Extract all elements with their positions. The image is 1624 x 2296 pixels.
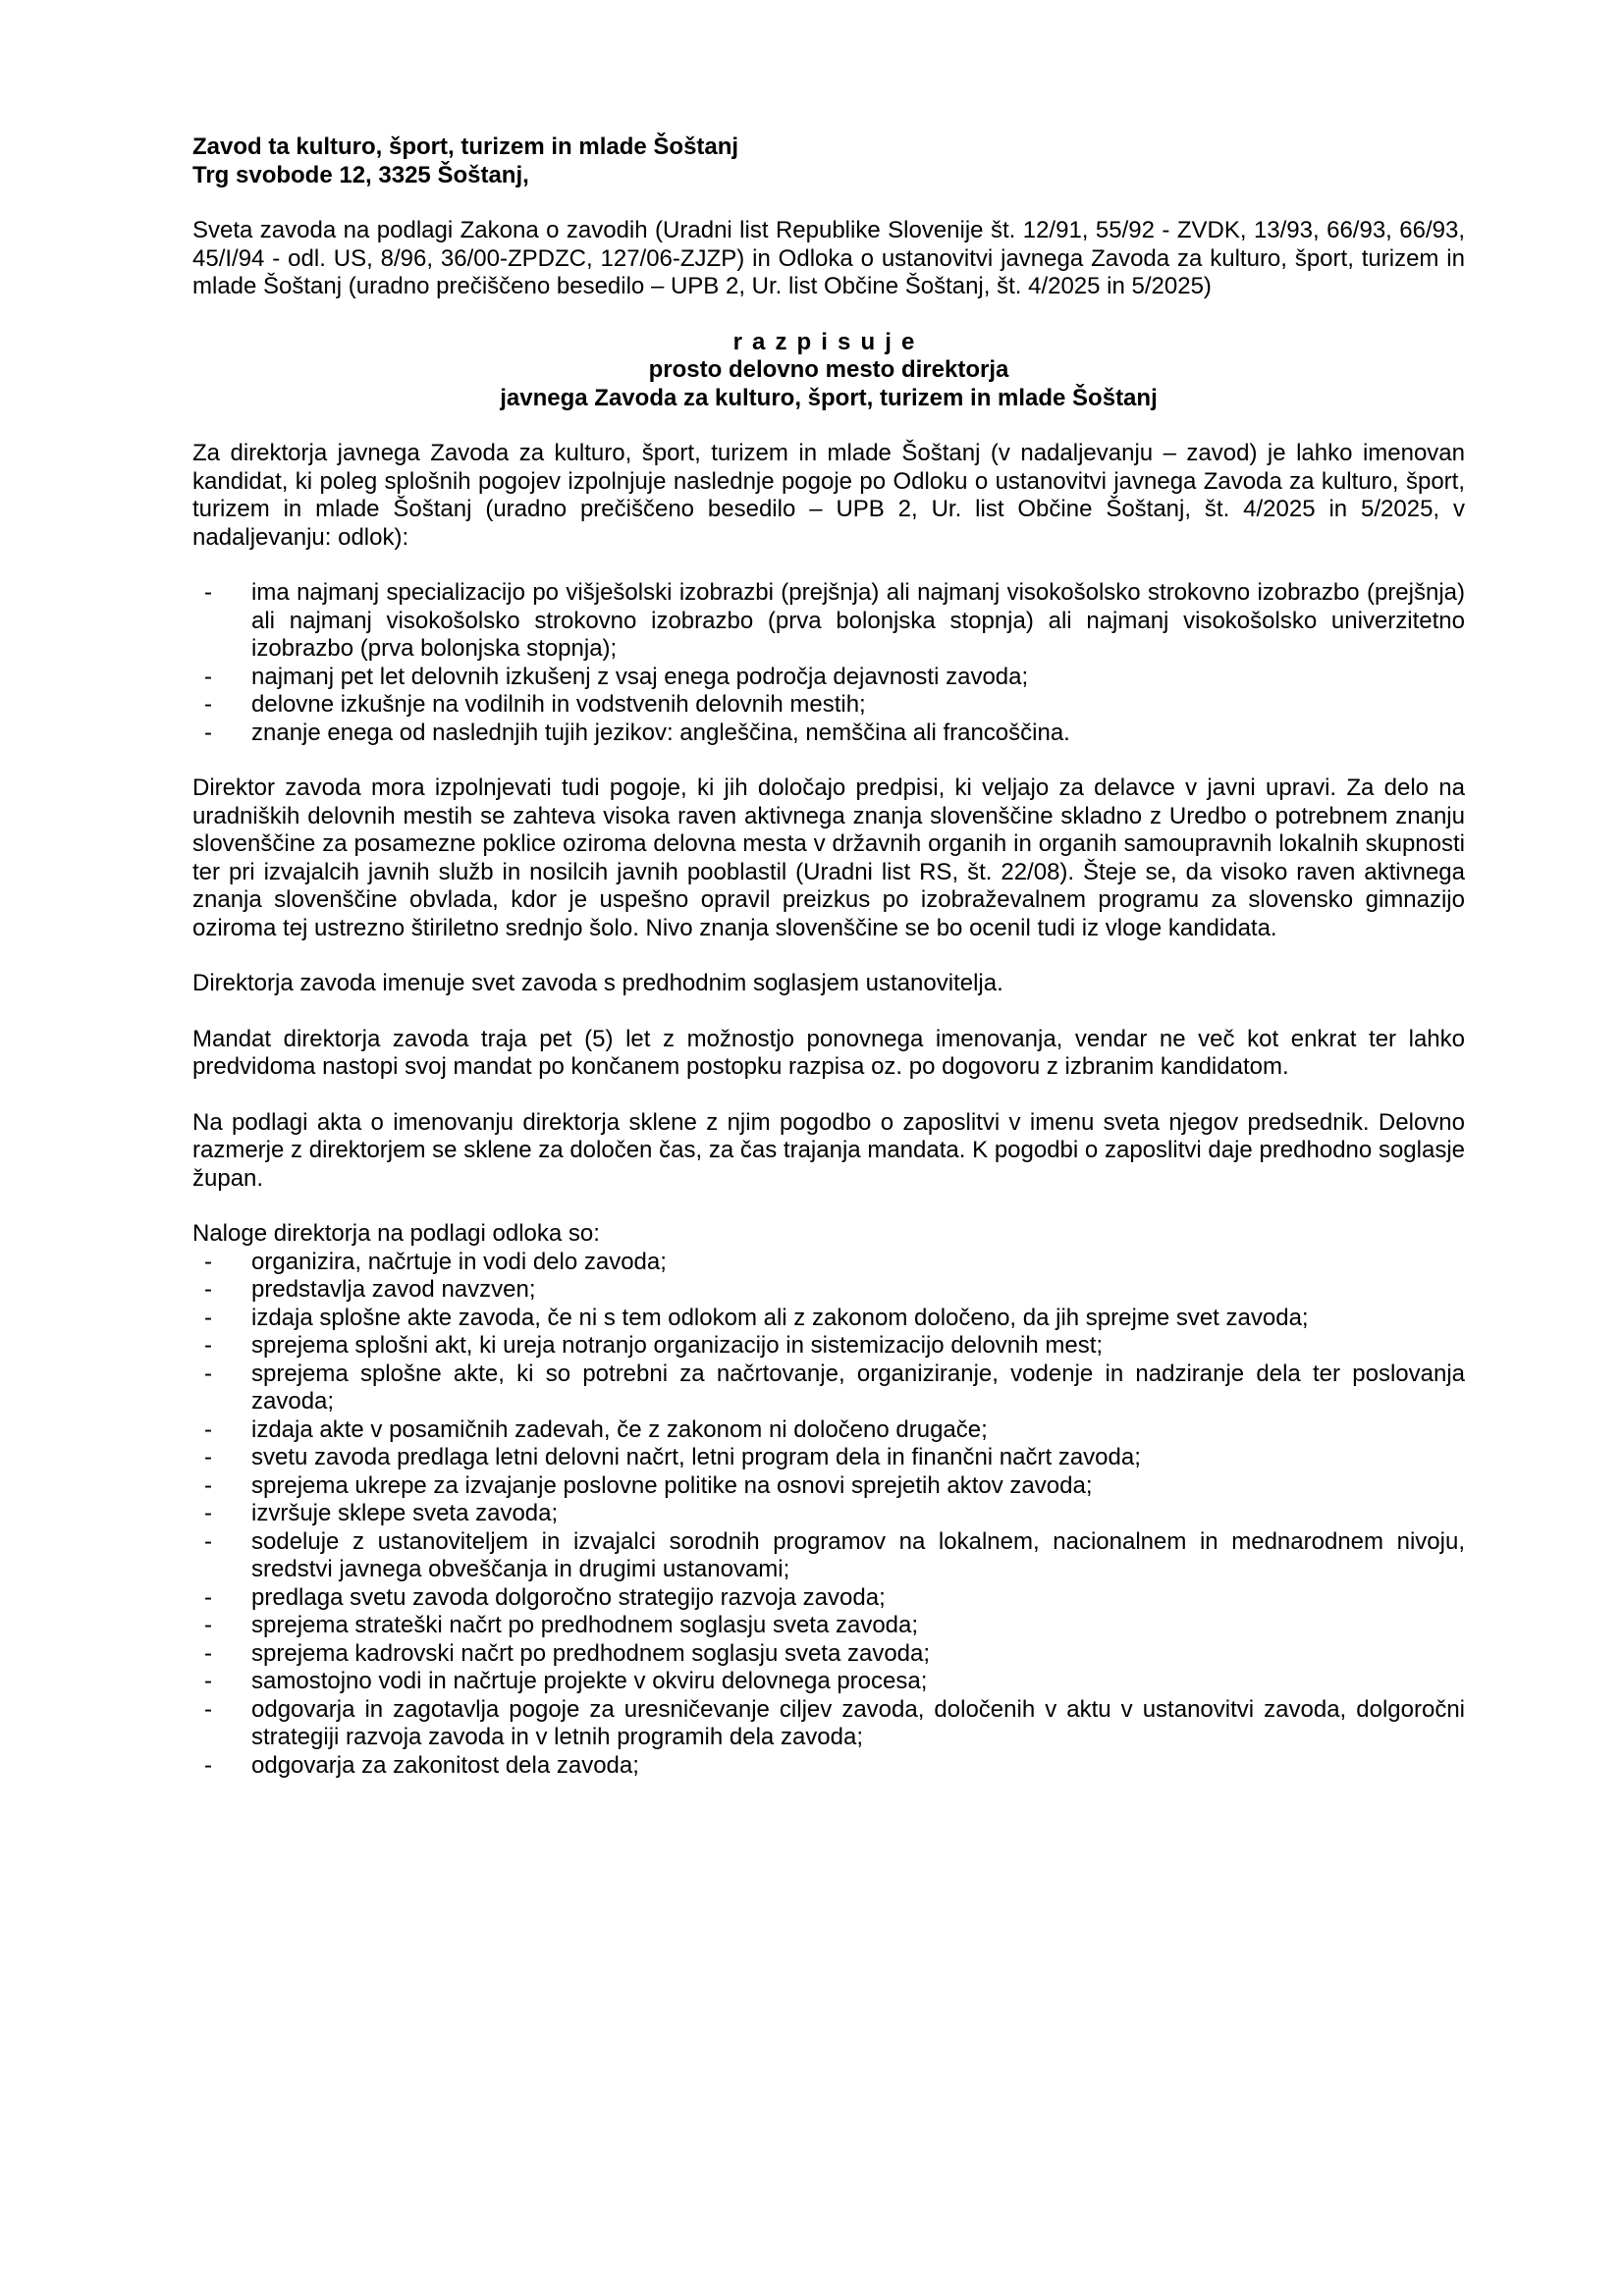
intro-paragraph: Sveta zavoda na podlagi Zakona o zavodih (Uradni list Republike Slovenije št. 12/91, 55/92 - ZVDK, 13/93, 66/93, 66/93, 45/I/94 - odl. US, 8/96, 36/00-ZPDZC, 127/06-ZJZP) in Odloka o ustanovitvi javnega Zavoda za kulturo, šport, turizem in mlade Šoštanj (uradno prečiščeno besedilo – UPB 2, Ur. list Občine Šoštanj, št. 4/2025 in 5/2025) [192, 217, 1465, 299]
mandate-paragraph: Mandat direktorja zavoda traja pet (5) let z možnostjo ponovnega imenovanja, vendar ne več kot enkrat ter lahko predvidoma nastopi svoj mandat po končanem postopku razpisa oz. po dogovoru z izbranim kandidatom. [192, 1025, 1465, 1080]
list-item: - sodeluje z ustanoviteljem in izvajalci sorodnih programov na lokalnem, nacionalnem in mednarodnem nivoju, sredstvi javnega obveščanja in drugimi ustanovami; [204, 1527, 1465, 1582]
list-item: - sprejema kadrovski načrt po predhodnem soglasju sveta zavoda; [204, 1639, 931, 1667]
list-item: - sprejema splošne akte, ki so potrebni za načrtovanje, organiziranje, vodenje in nadziranje dela ter poslovanja zavoda; [204, 1360, 1465, 1415]
list-item: - sprejema strateški načrt po predhodnem soglasju sveta zavoda; [204, 1612, 919, 1638]
conditions-intro: Za direktorja javnega Zavoda za kulturo, šport, turizem in mlade Šoštanj (v nadaljevanju – zavod) je lahko imenovan kandidat, ki poleg splošnih pogojev izpolnjuje naslednje pogoje po Odloku o ustanovitvi javnega Zavoda za kulturo, šport, turizem in mlade Šoštanj (uradno prečiščeno besedilo – UPB 2, Ur. list Občine Šoštanj, št. 4/2025 in 5/2025, v nadaljevanju: odlok): [192, 440, 1465, 551]
announcement-subtitle: javnega Zavoda za kulturo, šport, turizem in mlade Šoštanj [500, 384, 1158, 411]
list-item: - izvršuje sklepe sveta zavoda; [204, 1500, 559, 1526]
list-item: - svetu zavoda predlaga letni delovni načrt, letni program dela in finančni načrt zavoda; [204, 1444, 1141, 1470]
list-item: - odgovarja za zakonitost dela zavoda; [204, 1751, 639, 1779]
duties-intro: Naloge direktorja na podlagi odloka so: [192, 1220, 600, 1247]
document-header [192, 133, 1465, 189]
list-item: - predstavlja zavod navzven; [204, 1276, 536, 1303]
announcement-title: prosto delovno mesto direktorja [648, 356, 1009, 383]
institution-name: Zavod ta kulturo, šport, turizem in mlade Šoštanj [192, 133, 739, 160]
list-item: - ima najmanj specializacijo po višješolski izobrazbi (prejšnja) ali najmanj visokošolsko strokovno izobrazbo (prejšnja) ali najmanj visokošolsko strokovno izobrazbo (prva bolonjska stopnja) ali najmanj visokošolsko univerzitetno izobrazbo (prva bolonjska stopnja); [204, 579, 1465, 662]
list-item: - izdaja akte v posamičnih zadevah, če z zakonom ni določeno drugače; [204, 1415, 988, 1443]
announcement-verb: razpisuje [732, 328, 925, 355]
list-item: - izdaja splošne akte zavoda, če ni s tem odlokom ali z zakonom določeno, da jih sprejme svet zavoda; [204, 1304, 1309, 1331]
language-paragraph: Direktor zavoda mora izpolnjevati tudi pogoje, ki jih določajo predpisi, ki veljajo za delavce v javni upravi. Za delo na uradniških delovnih mestih se zahteva visoka raven aktivnega znanja slovenščine skladno z Uredbo o potrebnem znanju slovenščine za posamezne poklice oziroma delovna mesta v državnih organih in organih samoupravnih lokalnih skupnosti ter pri izvajalcih javnih služb in nosilcih javnih pooblastil (Uradni list RS, št. 22/08). Šteje se, da visoko raven aktivnega znanja slovenščine obvlada, kdor je uspešno opravil preizkus po izobraževalnem programu za slovensko gimnazijo oziroma tej ustrezno štiriletno srednjo šolo. Nivo znanja slovenščine se bo ocenil tudi iz vloge kandidata. [192, 774, 1465, 941]
appointment-paragraph: Direktorja zavoda imenuje svet zavoda s predhodnim soglasjem ustanovitelja. [192, 970, 1003, 996]
contract-paragraph: Na podlagi akta o imenovanju direktorja sklene z njim pogodbo o zaposlitvi v imenu sveta njegov predsednik. Delovno razmerje z direktorjem se sklene za določen čas, za čas trajanja mandata. K pogodbi o zaposlitvi daje predhodno soglasje župan. [192, 1108, 1465, 1192]
institution-address: Trg svobode 12, 3325 Šoštanj, [192, 161, 529, 188]
list-item: - najmanj pet let delovnih izkušenj z vsaj enega področja dejavnosti zavoda; [204, 663, 1029, 690]
list-item: - odgovarja in zagotavlja pogoje za uresničevanje ciljev zavoda, določenih v aktu v ustanovitvi zavoda, dolgoročni strategiji razvoja zavoda in v letnih programih dela zavoda; [204, 1695, 1465, 1750]
conditions-list [192, 579, 1465, 747]
document-page [192, 133, 1465, 1780]
list-item: - delovne izkušnje na vodilnih in vodstvenih delovnih mestih; [204, 691, 866, 718]
list-item: - sprejema ukrepe za izvajanje poslovne politike na osnovi sprejetih aktov zavoda; [204, 1471, 1093, 1499]
list-item: - samostojno vodi in načrtuje projekte v okviru delovnega procesa; [204, 1668, 928, 1694]
list-item: - predlaga svetu zavoda dolgoročno strategijo razvoja zavoda; [204, 1583, 886, 1611]
list-item: - znanje enega od naslednjih tujih jezikov: angleščina, nemščina ali francoščina. [204, 719, 1070, 746]
list-item: - organizira, načrtuje in vodi delo zavoda; [204, 1248, 667, 1275]
duties-list [192, 1249, 1465, 1781]
list-item: - sprejema splošni akt, ki ureja notranjo organizacijo in sistemizacijo delovnih mest; [204, 1332, 1104, 1359]
